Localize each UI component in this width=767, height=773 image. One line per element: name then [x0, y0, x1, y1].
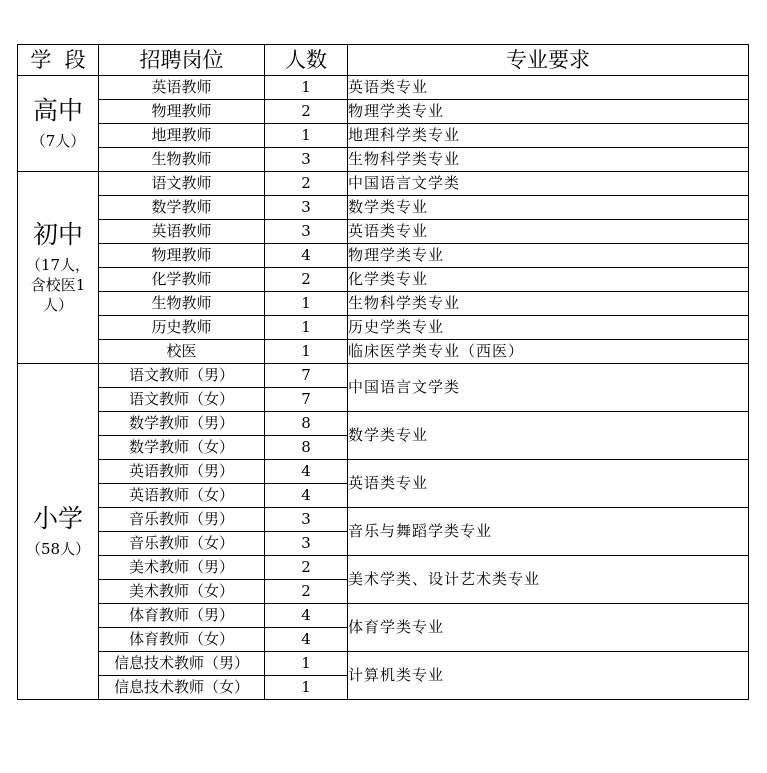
header-major: 专业要求: [348, 45, 749, 76]
position-cell: 英语教师: [99, 76, 265, 100]
major-cell: 计算机类专业: [348, 652, 749, 700]
major-cell: 物理学类专业: [348, 100, 749, 124]
major-cell: 数学类专业: [348, 196, 749, 220]
count-cell: 1: [265, 676, 348, 700]
position-cell: 语文教师（男）: [99, 364, 265, 388]
table-row: [18, 316, 749, 340]
stage-cell-middle: [18, 172, 99, 364]
table-row: [18, 148, 749, 172]
position-cell: 地理教师: [99, 124, 265, 148]
position-cell: 音乐教师（男）: [99, 508, 265, 532]
position-cell: 美术教师（女）: [99, 580, 265, 604]
position-cell: 物理教师: [99, 100, 265, 124]
major-cell: 英语类专业: [348, 460, 749, 508]
position-cell: 信息技术教师（女）: [99, 676, 265, 700]
major-cell: 英语类专业: [348, 76, 749, 100]
table-row: [18, 508, 749, 532]
position-cell: 英语教师（男）: [99, 460, 265, 484]
major-cell: 化学类专业: [348, 268, 749, 292]
header-position: 招聘岗位: [99, 45, 265, 76]
position-cell: 信息技术教师（男）: [99, 652, 265, 676]
count-cell: 2: [265, 580, 348, 604]
table-row: [18, 196, 749, 220]
count-cell: 4: [265, 604, 348, 628]
position-cell: 数学教师（女）: [99, 436, 265, 460]
table-row: [18, 220, 749, 244]
major-cell: 地理科学类专业: [348, 124, 749, 148]
count-cell: 2: [265, 556, 348, 580]
major-cell: 生物科学类专业: [348, 292, 749, 316]
position-cell: 生物教师: [99, 148, 265, 172]
major-cell: 英语类专业: [348, 220, 749, 244]
stage-name: 初中: [32, 219, 83, 249]
major-cell: 美术学类、设计艺术类专业: [348, 556, 749, 604]
position-cell: 数学教师: [99, 196, 265, 220]
position-cell: 物理教师: [99, 244, 265, 268]
stage-note: （58人）: [25, 539, 91, 558]
count-cell: 3: [265, 508, 348, 532]
major-cell: 生物科学类专业: [348, 148, 749, 172]
count-cell: 3: [265, 532, 348, 556]
recruitment-table: [17, 44, 749, 700]
position-cell: 化学教师: [99, 268, 265, 292]
stage-name: 小学: [32, 503, 83, 533]
count-cell: 4: [265, 628, 348, 652]
position-cell: 生物教师: [99, 292, 265, 316]
count-cell: 2: [265, 268, 348, 292]
major-cell: 数学类专业: [348, 412, 749, 460]
table-row: [18, 364, 749, 388]
table-row: [18, 124, 749, 148]
table-row: [18, 556, 749, 580]
position-cell: 音乐教师（女）: [99, 532, 265, 556]
count-cell: 7: [265, 388, 348, 412]
table-row: [18, 172, 749, 196]
count-cell: 1: [265, 316, 348, 340]
count-cell: 1: [265, 652, 348, 676]
table-row: [18, 244, 749, 268]
position-cell: 语文教师（女）: [99, 388, 265, 412]
count-cell: 8: [265, 436, 348, 460]
count-cell: 8: [265, 412, 348, 436]
count-cell: 1: [265, 292, 348, 316]
header-row: [18, 45, 749, 76]
table-row: [18, 76, 749, 100]
major-cell: 音乐与舞蹈学类专业: [348, 508, 749, 556]
major-cell: 临床医学类专业（西医）: [348, 340, 749, 364]
position-cell: 体育教师（女）: [99, 628, 265, 652]
major-cell: 体育学类专业: [348, 604, 749, 652]
stage-note: （7人）: [30, 131, 86, 150]
stage-note: （17人，含校医1人）: [25, 255, 91, 314]
position-cell: 英语教师: [99, 220, 265, 244]
major-cell: 历史学类专业: [348, 316, 749, 340]
position-cell: 语文教师: [99, 172, 265, 196]
count-cell: 3: [265, 196, 348, 220]
count-cell: 4: [265, 484, 348, 508]
stage-cell-high: [18, 76, 99, 172]
table-row: [18, 412, 749, 436]
stage-cell-primary: [18, 364, 99, 700]
position-cell: 校医: [99, 340, 265, 364]
count-cell: 3: [265, 148, 348, 172]
count-cell: 1: [265, 76, 348, 100]
table-row: [18, 460, 749, 484]
position-cell: 历史教师: [99, 316, 265, 340]
count-cell: 4: [265, 244, 348, 268]
position-cell: 数学教师（男）: [99, 412, 265, 436]
header-count: 人数: [265, 45, 348, 76]
stage-name: 高中: [32, 95, 83, 125]
major-cell: 中国语言文学类: [348, 364, 749, 412]
position-cell: 美术教师（男）: [99, 556, 265, 580]
table-row: [18, 100, 749, 124]
count-cell: 1: [265, 340, 348, 364]
major-cell: 物理学类专业: [348, 244, 749, 268]
header-stage: 学 段: [18, 45, 99, 76]
count-cell: 7: [265, 364, 348, 388]
table-row: [18, 268, 749, 292]
count-cell: 4: [265, 460, 348, 484]
table-row: [18, 652, 749, 676]
count-cell: 2: [265, 100, 348, 124]
count-cell: 3: [265, 220, 348, 244]
position-cell: 英语教师（女）: [99, 484, 265, 508]
count-cell: 2: [265, 172, 348, 196]
table-row: [18, 292, 749, 316]
position-cell: 体育教师（男）: [99, 604, 265, 628]
major-cell: 中国语言文学类: [348, 172, 749, 196]
table-row: [18, 340, 749, 364]
table-row: [18, 604, 749, 628]
count-cell: 1: [265, 124, 348, 148]
